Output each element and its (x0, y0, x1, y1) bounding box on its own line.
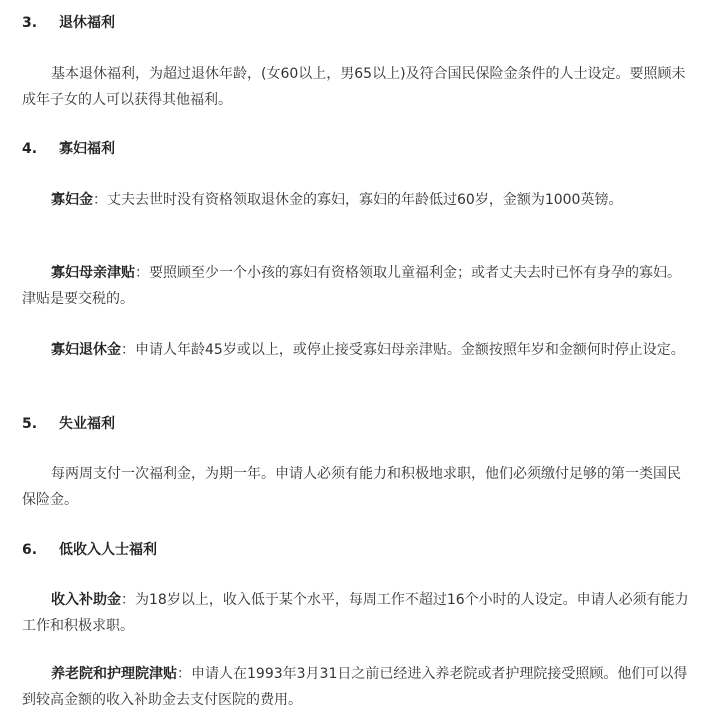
paragraph-nursing-home-allowance (22, 661, 692, 713)
paragraph-income-support (22, 587, 692, 639)
paragraph-text: ：丈夫去世时没有资格领取退休金的寡妇，寡妇的年龄低过60岁，金额为1000英镑。 (93, 192, 623, 208)
heading-section-3 (22, 10, 692, 36)
term-label: 寡妇金 (51, 192, 93, 208)
paragraph-text: 基本退休福利，为超过退休年龄，(女60以上，男65以上)及符合国民保险金条件的人士设定。要照顾未成年子女的人可以获得其他福利。 (22, 66, 686, 108)
term-label: 养老院和护理院津贴 (51, 666, 177, 682)
paragraph-unemployment (22, 461, 692, 513)
paragraph-widowed-mother-allowance (22, 260, 692, 312)
section-title: 失业福利 (59, 416, 115, 432)
section-number: 6. (22, 542, 38, 558)
heading-section-5 (22, 411, 692, 437)
section-title: 低收入人士福利 (59, 542, 157, 558)
heading-section-6 (22, 537, 692, 563)
heading-section-4 (22, 136, 692, 162)
paragraph-text: ：要照顾至少一个小孩的寡妇有资格领取儿童福利金；或者丈夫去时已怀有身孕的寡妇。津贴是要交税的。 (22, 265, 681, 307)
section-number: 3. (22, 15, 38, 31)
section-title: 退休福利 (59, 15, 115, 31)
paragraph-basic-retirement (22, 61, 692, 113)
paragraph-text: ：为18岁以上，收入低于某个水平，每周工作不超过16个小时的人设定。申请人必须有能力工作和积极求职。 (22, 592, 689, 634)
paragraph-text: ：申请人在1993年3月31日之前已经进入养老院或者护理院接受照顾。他们可以得到较高金额的收入补助金去支付医院的费用。 (22, 666, 688, 708)
section-number: 5. (22, 416, 38, 432)
term-label: 收入补助金 (51, 592, 121, 608)
paragraph-widow-allowance (22, 187, 692, 213)
term-label: 寡妇退休金 (51, 342, 121, 358)
paragraph-widow-pension (22, 337, 692, 363)
paragraph-text: ：申请人年龄45岁或以上，或停止接受寡妇母亲津贴。金额按照年岁和金额何时停止设定。 (121, 342, 685, 358)
section-title: 寡妇福利 (59, 141, 115, 157)
paragraph-text: 每两周支付一次福利金，为期一年。申请人必须有能力和积极地求职，他们必须缴付足够的第一类国民保险金。 (22, 466, 681, 508)
term-label: 寡妇母亲津贴 (51, 265, 135, 281)
section-number: 4. (22, 141, 38, 157)
